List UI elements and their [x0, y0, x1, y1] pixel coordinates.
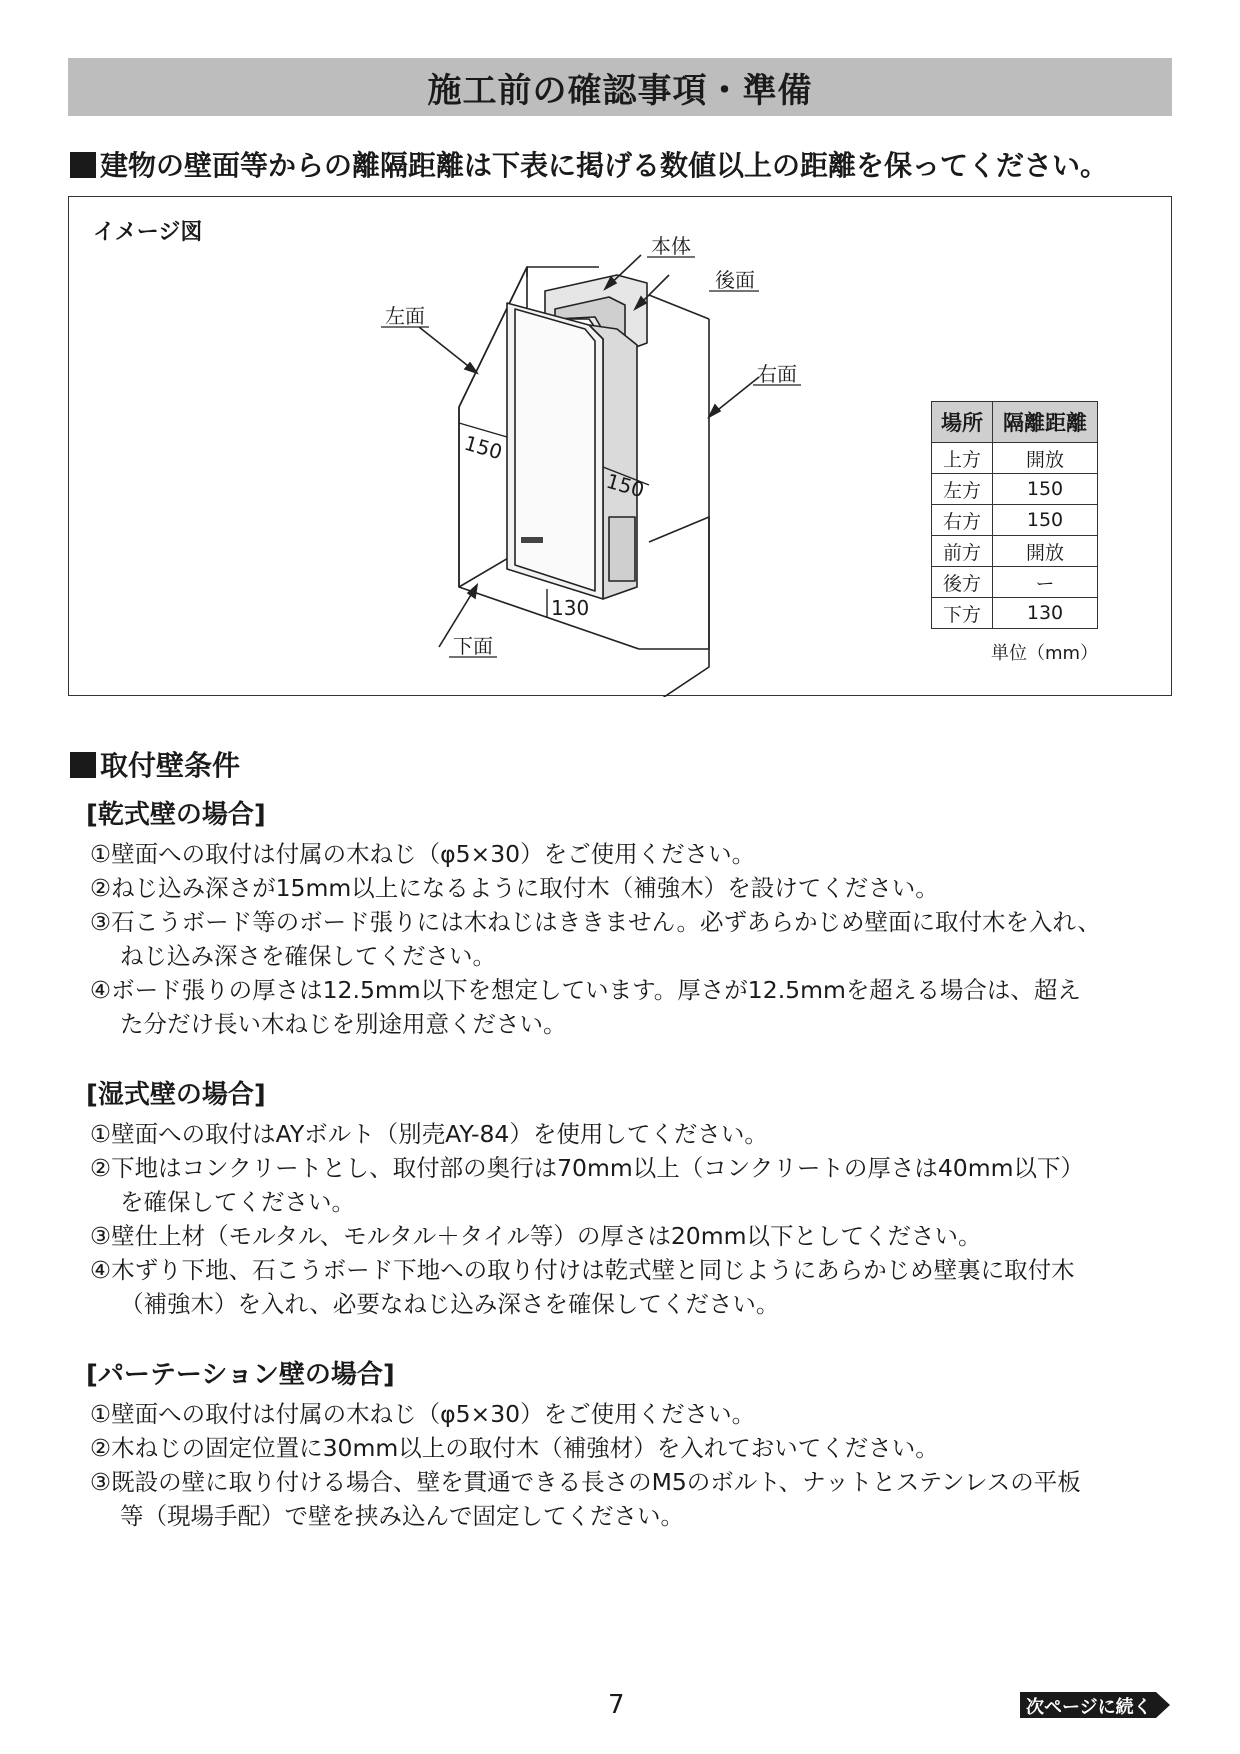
dry-wall-line: ねじ込み深さを確保してください。: [120, 942, 496, 970]
label-body: 本体: [651, 234, 691, 258]
partition-wall-line: 等（現場手配）で壁を挟み込んで固定してください。: [120, 1502, 684, 1530]
table-row: [932, 474, 1098, 505]
label-bottom: 下面: [453, 634, 493, 658]
table-cell-place: 右方: [932, 505, 993, 536]
wet-wall-line: ①壁面への取付はAYボルト（別売AY-84）を使用してください。: [90, 1120, 768, 1148]
table-cell-place: 下方: [932, 598, 993, 629]
partition-wall-line: ②木ねじの固定位置に30mm以上の取付木（補強材）を入れておいてください。: [90, 1434, 939, 1462]
page-title-bar: [68, 58, 1172, 116]
table-cell-place: 前方: [932, 536, 993, 567]
dry-wall-line: ①壁面への取付は付属の木ねじ（φ5×30）をご使用ください。: [90, 840, 756, 868]
next-page-badge: [1020, 1690, 1172, 1720]
table-row: [932, 598, 1098, 629]
section-heading-text: 取付壁条件: [100, 749, 241, 782]
square-bullet-icon: [70, 752, 96, 778]
wet-wall-line: （補強木）を入れ、必要なねじ込み深さを確保してください。: [120, 1290, 780, 1318]
table-row: [932, 443, 1098, 474]
square-bullet-icon: [70, 152, 96, 178]
label-dim-left: 150: [461, 430, 505, 465]
table-cell-distance: 開放: [993, 443, 1098, 474]
table-unit: 単位（mm）: [991, 643, 1099, 664]
table-row: [932, 505, 1098, 536]
wet-wall-line: ③壁仕上材（モルタル、モルタル＋タイル等）の厚さは20mm以下としてください。: [90, 1222, 982, 1250]
table-header-distance: 隔離距離: [993, 402, 1098, 443]
table-cell-place: 後方: [932, 567, 993, 598]
section-heading-clearance: [70, 144, 1108, 184]
wet-wall-line: ④木ずり下地、石こうボード下地への取り付けは乾式壁と同じようにあらかじめ壁裏に取付木: [90, 1256, 1075, 1284]
enclosure-top-right: [649, 295, 709, 319]
table-cell-distance: 開放: [993, 536, 1098, 567]
partition-wall-title: [パーテーション壁の場合]: [86, 1360, 395, 1390]
section-heading-text: 建物の壁面等からの離隔距離は下表に掲げる数値以上の距離を保ってください。: [100, 149, 1109, 182]
table-cell-distance: 130: [993, 598, 1098, 629]
dry-wall-line: ②ねじ込み深さが15mm以上になるように取付木（補強木）を設けてください。: [90, 874, 939, 902]
dryer-lower-unit: [609, 517, 635, 581]
label-left: 左面: [385, 304, 425, 328]
figure-label: イメージ図: [93, 220, 203, 245]
table-header-place: 場所: [932, 402, 993, 443]
wet-wall-line: を確保してください。: [120, 1188, 355, 1216]
wet-wall-title: [湿式壁の場合]: [86, 1080, 266, 1110]
page-number: 7: [608, 1690, 625, 1720]
table-cell-distance: 150: [993, 505, 1098, 536]
label-dim-bottom: 130: [551, 596, 590, 620]
wet-wall-line: ②下地はコンクリートとし、取付部の奥行は70mm以上（コンクリートの厚さは40mm以下）: [90, 1154, 1084, 1182]
table-cell-distance: 150: [993, 474, 1098, 505]
section-heading-wall-conditions: [70, 744, 240, 784]
clearance-figure-box: [68, 196, 1172, 696]
table-row: [932, 536, 1098, 567]
table-header-row: [932, 402, 1098, 443]
dry-wall-line: ③石こうボード等のボード張りには木ねじはききません。必ずあらかじめ壁面に取付木を入れ、: [90, 908, 1101, 936]
dry-wall-line: ④ボード張りの厚さは12.5mm以下を想定しています。厚さが12.5mmを超える場合は、超え: [90, 976, 1081, 1004]
dry-wall-title: [乾式壁の場合]: [86, 800, 266, 830]
dryer-logo: [521, 537, 543, 543]
dry-wall-line: た分だけ長い木ねじを別途用意ください。: [120, 1010, 567, 1038]
table-cell-distance: ー: [993, 567, 1098, 598]
table-row: [932, 567, 1098, 598]
label-right: 右面: [757, 362, 797, 386]
partition-wall-line: ③既設の壁に取り付ける場合、壁を貫通できる長さのM5のボルト、ナットとステンレスの平板: [90, 1468, 1081, 1496]
table-cell-place: 左方: [932, 474, 993, 505]
right-wall: [649, 517, 709, 697]
clearance-table: [931, 401, 1098, 629]
next-page-label: 次ページに続く: [1026, 1697, 1152, 1718]
page-title: 施工前の確認事項・準備: [427, 70, 813, 111]
table-cell-place: 上方: [932, 443, 993, 474]
partition-wall-line: ①壁面への取付は付属の木ねじ（φ5×30）をご使用ください。: [90, 1400, 756, 1428]
dryer-front-panel: [515, 309, 595, 591]
label-dim-right: 150: [603, 468, 647, 503]
label-back: 後面: [715, 268, 755, 292]
